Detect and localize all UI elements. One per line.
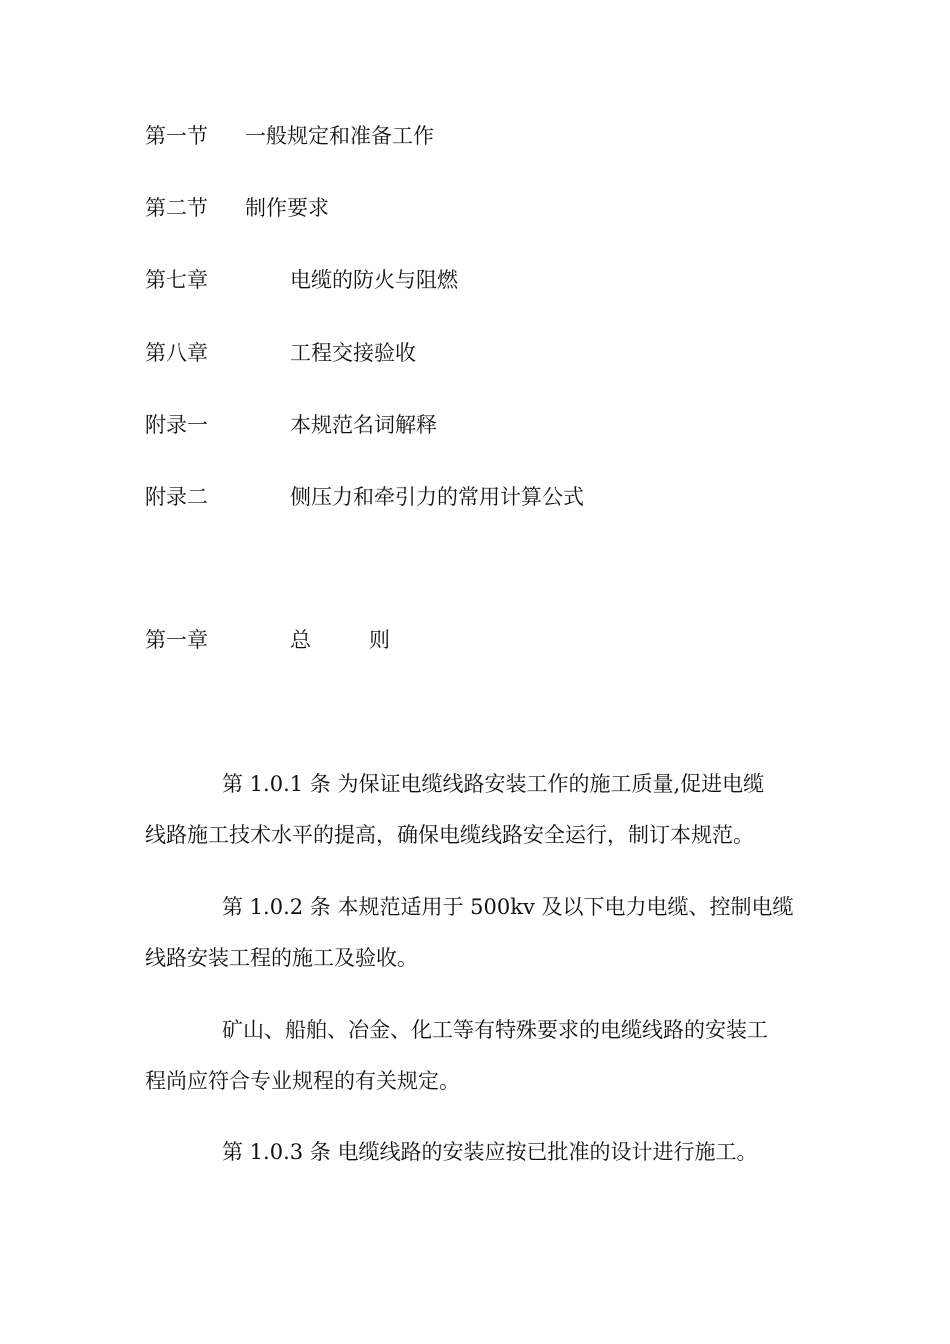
toc-title: 电缆的防火与阻燃 [290,268,458,292]
paragraph-3-line-1: 矿山、船舶、冶金、化工等有特殊要求的电缆线路的安装工 [222,1018,768,1042]
toc-title: 本规范名词解释 [290,413,437,437]
toc-title: 一般规定和准备工作 [245,124,434,148]
toc-label: 第二节 [145,196,208,220]
toc-title: 制作要求 [245,196,329,220]
toc-label: 第八章 [145,341,208,365]
toc-label: 附录二 [145,485,208,509]
paragraph-2-line-1: 第 1.0.2 条 本规范适用于 500kv 及以下电力电缆、控制电缆 [222,895,794,919]
chapter-label: 第一章 [145,628,208,652]
chapter-title-part-2: 则 [369,628,390,652]
paragraph-4-line-1: 第 1.0.3 条 电缆线路的安装应按已批准的设计进行施工。 [222,1140,758,1164]
toc-title: 侧压力和牵引力的常用计算公式 [290,485,584,509]
toc-label: 第一节 [145,124,208,148]
chapter-title-part-1: 总 [290,628,311,652]
toc-label: 第七章 [145,268,208,292]
paragraph-1-line-1: 第 1.0.1 条 为保证电缆线路安装工作的施工质量,促进电缆 [222,772,765,796]
toc-label: 附录一 [145,413,208,437]
toc-title: 工程交接验收 [290,341,416,365]
paragraph-2-line-2: 线路安装工程的施工及验收。 [145,946,418,970]
paragraph-1-line-2: 线路施工技术水平的提高，确保电缆线路安全运行，制订本规范。 [145,823,754,847]
paragraph-3-line-2: 程尚应符合专业规程的有关规定。 [145,1069,460,1093]
